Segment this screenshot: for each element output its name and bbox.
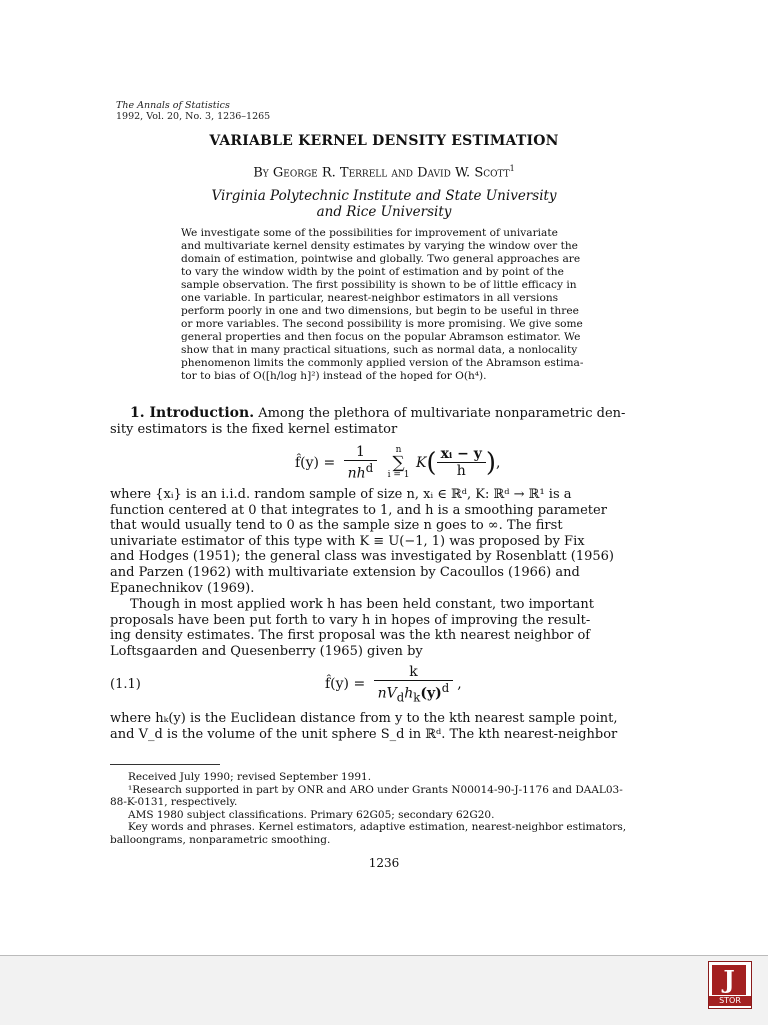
eq1-paren-close: ) (485, 447, 497, 478)
footnote-support: ¹Research supported in part by ONR and ARO under Grants N00014-90-J-1176 and DAAL03- (128, 783, 623, 796)
p2-line: Epanechnikov (1969). (110, 580, 255, 596)
paragraph-2 (110, 487, 700, 596)
eq1-sum-bottom: i = 1 (387, 469, 410, 480)
p2-line: that would usually tend to 0 as the sample size n goes to ∞. The first (110, 518, 563, 534)
abstract-line: and multivariate kernel density estimates by varying the window over the (181, 240, 578, 252)
eq1-den (344, 461, 378, 482)
equation-fixed-kernel (295, 444, 501, 482)
abstract-line: or more variables. The second possibility is more promising. We give some (181, 318, 583, 330)
eq2-den-sub2: k (413, 690, 421, 705)
footnotes (110, 771, 700, 846)
paragraph-4 (110, 711, 700, 742)
eq1-sum (388, 446, 410, 480)
eq1-inner-fraction (437, 446, 486, 479)
abstract-line: perform poorly in one and two dimensions, but begin to be useful in three (181, 305, 579, 317)
eq1-paren-open: ( (426, 447, 437, 478)
eq1-tail: , (496, 454, 501, 471)
abstract-line: domain of estimation, pointwise and globally. Two general approaches are (181, 253, 581, 265)
p3-line: ing density estimates. The first proposal was the kth nearest neighbor of (110, 628, 591, 644)
eq2-lhs: f̂(y) = (325, 676, 366, 693)
footnote-support-cont: 88-K-0131, respectively. (110, 796, 238, 808)
eq1-kernel: K (415, 454, 427, 471)
p4-line: where hₖ(y) is the Euclidean distance from y to the kth nearest sample point, (110, 711, 618, 726)
footnote-keywords-cont: balloongrams, nonparametric smoothing. (110, 833, 331, 846)
authors-footnote-mark: 1 (509, 164, 515, 173)
abstract-line: general properties and then focus on the popular Abramson estimator. We (181, 331, 581, 343)
jstor-wordmark: STOR (709, 996, 751, 1006)
eq1-den-base: nh (347, 465, 366, 482)
jstor-mark-icon: J (712, 965, 746, 995)
abstract-line: tor to bias of O([h/log h]²) instead of the hoped for O(h⁴). (181, 370, 487, 382)
eq2-den (374, 681, 454, 704)
page-number: 1236 (368, 856, 400, 870)
p2-line: where {xᵢ} is an i.i.d. random sample of size n, xᵢ ∈ ℝᵈ, K: ℝᵈ → ℝ¹ is a (110, 487, 572, 502)
equation-knn (325, 664, 462, 704)
affiliation-line-2: and Rice University (316, 204, 452, 220)
abstract-line: phenomenon limits the commonly applied version of the Abramson estima- (181, 357, 584, 369)
journal-name: The Annals of Statistics (116, 100, 230, 111)
abstract-line: show that in many practical situations, such as normal data, a nonlocality (181, 344, 578, 356)
authors-text: By George R. Terrell and David W. Scott (253, 165, 510, 181)
eq1-sum-top: n (395, 444, 402, 455)
eq1-inner-num: xᵢ − y (437, 446, 486, 463)
eq2-num: k (374, 664, 454, 681)
eq2-den-sup: d (441, 681, 450, 695)
jstor-logo[interactable] (708, 961, 752, 1009)
footnote-keywords: Key words and phrases. Kernel estimators, adaptive estimation, nearest-neighbor estimators, (128, 821, 627, 833)
eq2-den-b: h (404, 685, 414, 702)
eq1-den-sup: d (365, 461, 374, 475)
intro-line-2: sity estimators is the fixed kernel estimator (110, 421, 398, 437)
p3-line: Though in most applied work h has been held constant, two important (130, 597, 594, 612)
p2-line: and Parzen (1962) with multivariate extension by Cacoullos (1966) and (110, 564, 580, 580)
p4-line: and V_d is the volume of the unit sphere S_d in ℝᵈ. The kth nearest-neighbor (110, 726, 618, 742)
eq2-fraction (374, 664, 454, 704)
affiliation (0, 188, 768, 220)
intro-line-1 (110, 406, 700, 422)
viewer-footer (0, 955, 768, 1025)
paper-title: VARIABLE KERNEL DENSITY ESTIMATION (209, 133, 559, 149)
p2-line: and Hodges (1951); the general class was investigated by Rosenblatt (1956) (110, 549, 614, 565)
eq2-den-c: (y) (420, 685, 442, 702)
footnote-rule (110, 764, 220, 765)
eq1-fraction (344, 444, 378, 482)
p2-line: function centered at 0 that integrates to 1, and h is a smoothing parameter (110, 502, 607, 518)
eq2-den-sub: d (396, 690, 405, 705)
p3-line: proposals have been put forth to vary h in hopes of improving the result- (110, 612, 591, 628)
journal-citation: 1992, Vol. 20, No. 3, 1236–1265 (116, 111, 271, 122)
p2-line: univariate estimator of this type with K ≡ U(−1, 1) was proposed by Fix (110, 533, 585, 549)
paragraph-3 (110, 597, 700, 659)
footnote-received: Received July 1990; revised September 1991. (128, 771, 372, 783)
abstract-line: one variable. In particular, nearest-neighbor estimators in all versions (181, 292, 559, 304)
abstract-line: We investigate some of the possibilities for improvement of univariate (181, 227, 558, 239)
authors-line (0, 164, 768, 180)
eq1-inner-den: h (456, 463, 466, 480)
section-heading: 1. Introduction. (130, 405, 255, 421)
eq1-lhs: f̂(y) = (295, 454, 336, 471)
intro-paragraph (110, 406, 700, 437)
eq2-den-a: nV (377, 685, 397, 702)
footnote-ams: AMS 1980 subject classifications. Primary 62G05; secondary 62G20. (128, 808, 495, 821)
equation-number: (1.1) (110, 677, 141, 692)
journal-info (116, 100, 270, 122)
eq2-tail: , (457, 676, 462, 693)
eq1-sum-symbol: ∑ (392, 452, 405, 473)
intro-text: Among the plethora of multivariate nonparametric den- (258, 406, 626, 421)
p3-line: Loftsgaarden and Quesenberry (1965) given by (110, 643, 423, 659)
eq1-num: 1 (344, 444, 378, 461)
abstract-line: sample observation. The first possibility is shown to be of little efficacy in (181, 279, 577, 291)
abstract (181, 227, 633, 383)
affiliation-line-1: Virginia Polytechnic Institute and State University (211, 188, 557, 204)
abstract-line: to vary the window width by the point of estimation and by point of the (181, 266, 564, 278)
